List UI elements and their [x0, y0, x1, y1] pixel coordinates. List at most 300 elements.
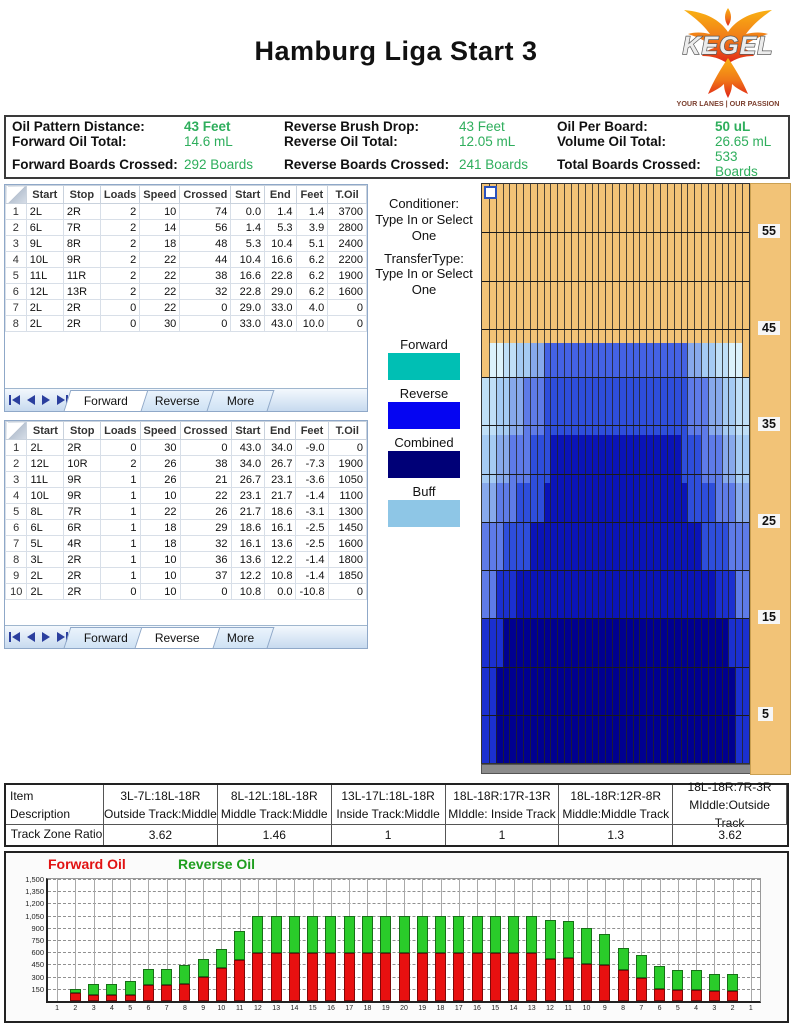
- legend-item-buff: [378, 484, 470, 527]
- conditioner-info: [370, 196, 478, 305]
- cell: 0.0: [265, 584, 296, 600]
- cell: 0: [101, 584, 140, 600]
- cell: 6L: [26, 220, 63, 236]
- zone-description: Outside Track:Middle: [104, 806, 217, 821]
- forward-oil-bar: [234, 960, 245, 1001]
- summary-label-2: Oil Per Board:: [557, 119, 648, 134]
- cell: 1900: [328, 268, 367, 284]
- reverse-oil-bar: [216, 949, 227, 969]
- x-tick-label: 8: [621, 1005, 626, 1012]
- cell: 32: [180, 284, 231, 300]
- zone-item: 18L-18R:12R-8R: [570, 788, 662, 803]
- x-gridline: [751, 879, 752, 1001]
- tab-label: Forward: [83, 394, 128, 408]
- forward-oil-bar: [508, 953, 519, 1001]
- lane-boards-area: [481, 183, 750, 764]
- row-number: 1: [6, 204, 27, 220]
- x-tick-label: 18: [436, 1005, 445, 1012]
- oil-band-segment: [715, 570, 736, 618]
- forward-oil-bar: [691, 990, 702, 1001]
- cell: 22: [140, 252, 180, 268]
- x-tick-label: 9: [201, 1005, 206, 1012]
- reverse-oil-bar: [599, 934, 610, 965]
- x-tick-label: 14: [509, 1005, 518, 1012]
- table-row: [6, 220, 367, 236]
- prev-record-button[interactable]: [27, 632, 35, 642]
- summary-label-3: Forward Oil Total:: [12, 134, 127, 149]
- col-header-start: Start: [231, 422, 265, 440]
- col-header-stop: Stop: [64, 422, 101, 440]
- y-tick-label: 1,500: [25, 875, 44, 884]
- reverse-oil-bar: [727, 974, 738, 991]
- cell: 1.4: [296, 204, 328, 220]
- x-tick-label: 9: [602, 1005, 607, 1012]
- x-tick-label: 6: [146, 1005, 151, 1012]
- y-tick-label: 900: [31, 923, 44, 933]
- legend-label: Combined: [394, 435, 454, 450]
- row-number: 6: [6, 284, 27, 300]
- row-number: 3: [6, 236, 27, 252]
- oil-band-segment: [516, 570, 715, 618]
- cell: 26.7: [231, 472, 265, 488]
- cell: 26.7: [265, 456, 296, 472]
- cell: 18: [140, 236, 180, 252]
- cell: 1050: [328, 472, 366, 488]
- forward-oil-bar: [143, 985, 154, 1001]
- summary-value-4: 12.05 mL: [459, 134, 516, 149]
- x-tick-label: 1: [748, 1005, 753, 1012]
- tab-label: Reverse: [154, 631, 200, 645]
- cell: 1: [101, 504, 140, 520]
- x-tick-label: 19: [418, 1005, 427, 1012]
- reverse-oil-bar: [88, 984, 99, 995]
- next-record-button[interactable]: [42, 632, 50, 642]
- reverse-oil-bar: [325, 916, 336, 953]
- conditioner-value: Type In or Select One: [375, 211, 473, 243]
- cell: 18.6: [231, 520, 265, 536]
- x-tick-label: 17: [454, 1005, 463, 1012]
- cell: 0: [328, 316, 367, 332]
- cell: 37: [180, 568, 231, 584]
- reverse-oil-bar: [618, 948, 629, 970]
- cell: 10.4: [265, 236, 296, 252]
- forward-oil-bar: [289, 953, 300, 1001]
- cell: 30: [140, 440, 180, 456]
- cell: 10: [140, 584, 180, 600]
- forward-oil-bar: [672, 990, 683, 1001]
- cell: 22.8: [231, 284, 265, 300]
- forward-oil-bar: [545, 959, 556, 1001]
- summary-label-6: Forward Boards Crossed:: [12, 156, 178, 172]
- col-header-t.oil: T.Oil: [328, 422, 366, 440]
- cell: 2L: [26, 300, 63, 316]
- cell: 2R: [64, 552, 101, 568]
- col-header-end: End: [265, 186, 296, 204]
- cell: 8R: [63, 236, 100, 252]
- summary-label-5: Volume Oil Total:: [557, 134, 667, 149]
- cell: 38: [180, 268, 231, 284]
- legend-swatch-reverse: [388, 402, 460, 429]
- cell: 2: [100, 252, 139, 268]
- cell: 4R: [64, 536, 101, 552]
- cell: 6.2: [296, 268, 328, 284]
- cell: 5.1: [296, 236, 328, 252]
- cell: 1.4: [231, 220, 265, 236]
- item-row-header: Item: [10, 788, 34, 803]
- cell: 11L: [26, 268, 63, 284]
- ratio-value-3: 1: [446, 824, 560, 845]
- cell: 1: [101, 472, 140, 488]
- forward-oil-bar: [435, 953, 446, 1001]
- next-record-button[interactable]: [42, 395, 50, 405]
- prev-record-button[interactable]: [27, 395, 35, 405]
- reverse-oil-bar: [526, 916, 537, 953]
- summary-label-7: Reverse Boards Crossed:: [284, 156, 450, 172]
- track-zone-ratio-header: Track Zone Ratio: [6, 824, 104, 845]
- sheet-tabs: [74, 390, 271, 411]
- legend-item-reverse: [378, 386, 470, 429]
- cell: 10: [140, 204, 180, 220]
- row-number: 4: [6, 488, 27, 504]
- cell: 29.0: [231, 300, 265, 316]
- reverse-oil-bar: [490, 916, 501, 953]
- distance-line: [482, 667, 749, 668]
- cell: -9.0: [296, 440, 328, 456]
- legend-item-combined: [378, 435, 470, 478]
- cell: 14: [140, 220, 180, 236]
- cell: 22: [140, 300, 180, 316]
- col-header-crossed: Crossed: [180, 186, 231, 204]
- table-row: [6, 268, 367, 284]
- reverse-oil-bar: [362, 916, 373, 953]
- forward-oil-bar: [307, 953, 318, 1001]
- oil-loads-table: [5, 421, 367, 600]
- reverse-oil-bar: [399, 916, 410, 953]
- zone-description: MIddle:Outside Track: [689, 797, 770, 830]
- cell: 10: [140, 568, 180, 584]
- cell: 6L: [27, 520, 64, 536]
- row-number: 8: [6, 316, 27, 332]
- y-tick-label: 1,200: [25, 899, 44, 909]
- oil-band-segment: [550, 435, 680, 483]
- cell: 11R: [63, 268, 100, 284]
- x-tick-label: 2: [73, 1005, 78, 1012]
- x-tick-label: 4: [694, 1005, 699, 1012]
- cell: 0: [100, 300, 139, 316]
- oil-band-segment: [482, 522, 503, 570]
- reverse-oil-legend-label: Reverse Oil: [178, 856, 256, 872]
- oil-band-segment: [544, 343, 688, 377]
- forward-oil-bar: [453, 953, 464, 1001]
- forward-oil-bar: [472, 953, 483, 1001]
- oil-band-segment: [530, 435, 551, 483]
- corner-cell: [6, 186, 27, 204]
- x-tick-label: 16: [327, 1005, 335, 1012]
- x-tick-label: 15: [308, 1005, 317, 1012]
- cell: 16.6: [231, 268, 265, 284]
- reverse-oil-bar: [380, 916, 391, 953]
- col-header-start: Start: [26, 186, 63, 204]
- cell: 9R: [63, 252, 100, 268]
- cell: 18: [140, 520, 180, 536]
- reverse-oil-bar: [472, 916, 483, 953]
- y-tick-label: 150: [31, 984, 44, 994]
- x-tick-label: 13: [527, 1005, 536, 1012]
- cell: 0.0: [231, 204, 265, 220]
- distance-line: [482, 618, 749, 619]
- cell: 10: [140, 552, 180, 568]
- y-tick-label: 1,350: [25, 887, 44, 897]
- cell: 48: [180, 236, 231, 252]
- x-tick-label: 4: [109, 1005, 114, 1012]
- x-tick-label: 3: [712, 1005, 717, 1012]
- cell: 1: [101, 568, 140, 584]
- summary-value-3: 14.6 mL: [184, 134, 233, 149]
- cell: 6R: [64, 520, 101, 536]
- ratio-col-1: [218, 785, 332, 824]
- cell: 30: [140, 316, 180, 332]
- cell: 3700: [328, 204, 367, 220]
- row-number: 2: [6, 456, 27, 472]
- cell: 13.6: [231, 552, 265, 568]
- first-record-button[interactable]: [9, 632, 20, 642]
- row-number: 1: [6, 440, 27, 456]
- cell: 2: [100, 236, 139, 252]
- cell: 10.0: [296, 316, 328, 332]
- oil-band-segment: [530, 522, 701, 570]
- x-tick-label: 1: [55, 1005, 60, 1012]
- row-number: 2: [6, 220, 27, 236]
- x-gridline: [112, 879, 113, 1001]
- reverse-oil-bar: [581, 928, 592, 965]
- cell: 10R: [64, 456, 101, 472]
- ratio-col-3: [446, 785, 560, 824]
- cell: -7.3: [296, 456, 328, 472]
- forward-oil-bar: [344, 953, 355, 1001]
- cell: 1: [101, 536, 140, 552]
- cell: -2.5: [296, 536, 328, 552]
- row-number: 10: [6, 584, 27, 600]
- col-header-end: End: [265, 422, 296, 440]
- cell: 2R: [64, 440, 101, 456]
- tab-forward[interactable]: [64, 390, 149, 411]
- table-row: [6, 504, 367, 520]
- cell: 6.2: [296, 252, 328, 268]
- lane-scrollbar[interactable]: [481, 764, 752, 774]
- cell: -1.4: [296, 552, 328, 568]
- summary-value-1: 43 Feet: [459, 119, 505, 134]
- table-header-row: [6, 422, 367, 440]
- forward-oil-bar: [362, 953, 373, 1001]
- cell: 23.1: [265, 472, 296, 488]
- x-tick-label: 10: [582, 1005, 591, 1012]
- forward-oil-legend-label: Forward Oil: [48, 856, 126, 872]
- reverse-oil-bar: [125, 981, 136, 995]
- summary-value-2: 50 uL: [715, 119, 751, 134]
- reverse-oil-bar: [179, 965, 190, 985]
- distance-line: [482, 232, 749, 233]
- col-header-speed: Speed: [140, 186, 180, 204]
- cell: 11L: [27, 472, 64, 488]
- tab-more[interactable]: [206, 390, 274, 411]
- oil-band-segment: [715, 483, 736, 522]
- ratio-value-4: 1.3: [559, 824, 673, 845]
- table-row: [6, 472, 367, 488]
- x-tick-label: 12: [254, 1005, 262, 1012]
- forward-oil-bar: [325, 953, 336, 1001]
- forward-oil-bar: [198, 977, 209, 1001]
- x-tick-label: 15: [491, 1005, 500, 1012]
- legend-label: Buff: [412, 484, 436, 499]
- cell: 26: [140, 456, 180, 472]
- distance-label-45: 45: [758, 321, 780, 335]
- table-row: [6, 568, 367, 584]
- cell: 6.2: [296, 284, 328, 300]
- cell: 8L: [27, 504, 64, 520]
- ratio-row-headers: [6, 785, 104, 824]
- tab-reverse[interactable]: [135, 627, 221, 648]
- cell: 1.4: [265, 204, 296, 220]
- oil-band-segment: [728, 522, 749, 570]
- cell: 1: [101, 520, 140, 536]
- cell: -1.4: [296, 488, 328, 504]
- cell: 1900: [328, 456, 366, 472]
- ratio-value-5: 3.62: [673, 824, 787, 845]
- cell: 10.8: [265, 568, 296, 584]
- cell: 1100: [328, 488, 366, 504]
- cell: 2400: [328, 236, 367, 252]
- reverse-oil-bar: [307, 916, 318, 953]
- distance-line: [482, 474, 749, 475]
- cell: 5.3: [231, 236, 265, 252]
- cell: 34.0: [265, 440, 296, 456]
- cell: 2L: [27, 440, 64, 456]
- oil-band-segment: [701, 435, 722, 483]
- table-row: [6, 204, 367, 220]
- cell: 26: [140, 472, 180, 488]
- cell: 21.7: [231, 504, 265, 520]
- tab-label: More: [226, 631, 254, 645]
- ratio-col-5: [673, 779, 787, 830]
- ratio-value-0: 3.62: [104, 824, 218, 845]
- forward-oil-bar: [399, 953, 410, 1001]
- distance-label-35: 35: [758, 417, 780, 431]
- forward-oil-bar: [106, 995, 117, 1001]
- reverse-oil-bar: [709, 974, 720, 991]
- cell: 22: [140, 268, 180, 284]
- sheet-tabs: [74, 627, 271, 648]
- cell: 38: [180, 456, 231, 472]
- cell: 22: [140, 504, 180, 520]
- cell: -1.4: [296, 568, 328, 584]
- cell: 2200: [328, 252, 367, 268]
- x-tick-label: 18: [363, 1005, 372, 1012]
- x-gridline: [94, 879, 95, 1001]
- distance-line: [482, 425, 749, 426]
- x-tick-label: 11: [236, 1005, 244, 1012]
- forward-oil-bar: [70, 993, 81, 1001]
- cell: 10.8: [231, 584, 265, 600]
- zone-description: Middle:Middle Track: [562, 806, 670, 821]
- ratio-value-2: 1: [332, 824, 446, 845]
- first-record-button[interactable]: [9, 395, 20, 405]
- table-row: [6, 284, 367, 300]
- oil-band-segment: [482, 618, 503, 666]
- col-header-stop: Stop: [63, 186, 100, 204]
- oil-band-segment: [509, 435, 530, 483]
- reverse-oil-bar: [289, 916, 300, 953]
- forward-oil-bar: [179, 984, 190, 1001]
- x-tick-label: 7: [164, 1005, 169, 1012]
- forward-oil-bar: [727, 991, 738, 1001]
- cell: 12.2: [265, 552, 296, 568]
- cell: 4.0: [296, 300, 328, 316]
- row-number: 3: [6, 472, 27, 488]
- forward-tab-bar: [5, 388, 367, 411]
- reverse-oil-bar: [198, 959, 209, 977]
- table-row: [6, 584, 367, 600]
- forward-oil-bar: [581, 964, 592, 1001]
- cell: 43.0: [265, 316, 296, 332]
- cell: 0: [100, 316, 139, 332]
- cell: 22.8: [265, 268, 296, 284]
- cell: 0: [180, 300, 231, 316]
- summary-value-8: 533 Boards: [715, 149, 758, 179]
- x-tick-label: 3: [91, 1005, 96, 1012]
- cell: 2: [101, 456, 140, 472]
- cell: 2R: [64, 584, 101, 600]
- forward-oil-bar: [252, 953, 263, 1001]
- ratio-col-2: [332, 785, 446, 824]
- reverse-oil-bar: [70, 989, 81, 993]
- cell: 74: [180, 204, 231, 220]
- lane-corner-icon[interactable]: [484, 186, 497, 199]
- reverse-oil-bar: [545, 920, 556, 959]
- oil-band-segment: [681, 435, 702, 483]
- svg-text:YOUR LANES | OUR PASSION: YOUR LANES | OUR PASSION: [676, 99, 780, 108]
- cell: 36: [180, 552, 231, 568]
- table-row: [6, 236, 367, 252]
- ratio-value-1: 1.46: [218, 824, 332, 845]
- x-tick-label: 5: [128, 1005, 133, 1012]
- zone-item: 18L-18R:7R-3R: [687, 779, 772, 794]
- reverse-oil-bar: [344, 916, 355, 953]
- forward-oil-bar: [563, 958, 574, 1001]
- tab-label: More: [226, 394, 254, 408]
- distance-label-15: 15: [758, 610, 780, 624]
- cell: 7R: [63, 220, 100, 236]
- reverse-oil-bar: [271, 916, 282, 953]
- legend-label: Reverse: [399, 386, 449, 401]
- summary-value-6: 292 Boards: [184, 156, 254, 172]
- summary-value-7: 241 Boards: [459, 156, 529, 172]
- cell: 34.0: [231, 456, 265, 472]
- cell: 3.9: [296, 220, 328, 236]
- cell: 0: [328, 300, 367, 316]
- table-row: [6, 488, 367, 504]
- reverse-oil-bar: [435, 916, 446, 953]
- oil-band-segment: [496, 483, 517, 522]
- distance-line: [482, 329, 749, 330]
- col-header-t.oil: T.Oil: [328, 186, 367, 204]
- cell: -3.1: [296, 504, 328, 520]
- reverse-oil-bar: [453, 916, 464, 953]
- row-number: 8: [6, 552, 27, 568]
- forward-oil-bar: [125, 995, 136, 1002]
- cell: -10.8: [296, 584, 328, 600]
- row-number: 5: [6, 504, 27, 520]
- reverse-oil-bar: [654, 966, 665, 989]
